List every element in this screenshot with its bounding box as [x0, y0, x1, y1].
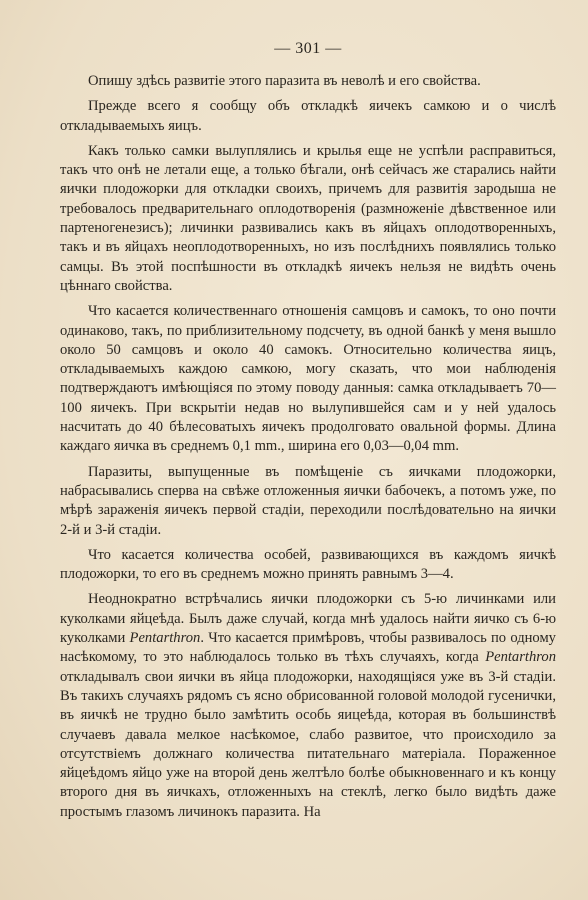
paragraph-6: Что касается количества особей, развивающихся въ каждомъ яичкѣ плодожорки, то его въ среднемъ можно принять равнымъ 3—4. [60, 546, 556, 583]
genus-name: Pentarthron [485, 649, 556, 666]
genus-name: Pentarthron [129, 630, 201, 647]
paragraph-5: Паразиты, выпущенные въ помѣщеніе съ яичками плодожорки, набрасывались сперва на свѣже отложенныя яички бабочекъ, а потомъ уже, по мѣрѣ зараженія яичекъ первой стадіи, переходили послѣдовательно на яички 2-й и 3-й стадіи. [60, 463, 556, 538]
paragraph-4: Что касается количественнаго отношенія самцовъ и самокъ, то оно почти одинаково, такъ, по приблизительному подсчету, въ одной банкѣ у меня вышло около 50 самцовъ и около 40 самокъ. Относительно количества яицъ, откладываемыхъ каждою самкою, могу сказать, что мои наблюденія подтверждаютъ имѣющіяся по этому поводу данныя: самка откладываетъ 70—100 яичекъ. При вскрытіи недав но вылупившейся сам и у ней удалось насчитать до 40 бѣлесоватыхъ яичекъ продолговато овальной формы. Длина каждаго яичка въ среднемъ 0,1 mm., ширина его 0,03—0,04 mm. [60, 303, 556, 455]
paragraph-2: Прежде всего я сообщу объ откладкѣ яичекъ самкою и о числѣ откладываемыхъ яицъ. [60, 98, 556, 134]
paragraph-1: Опишу здѣсь развитіе этого паразита въ неволѣ и его свойства. [88, 73, 481, 89]
page-number: — 301 — [274, 40, 342, 57]
paragraph-3: Какъ только самки вылуплялись и крылья еще не успѣли расправиться, такъ что онѣ не летали еще, а только бѣгали, онѣ сейчасъ же старались найти яички плодожорки для откладки своихъ, причемъ для развитія зародыша не требовалось предварительнаго оплодотворенія (размноженіе дѣвственное или партеногенезисъ); личинки развивались какъ въ яйцахъ оплодотворенныхъ, такъ и въ яйцахъ неоплодотворенныхъ, но изъ послѣднихъ появлялись только самцы. Въ этой поспѣшности въ откладкѣ яичекъ нельзя не видѣть очень цѣннаго свойства. [60, 142, 556, 294]
paragraph-7: Неоднократно встрѣчались яички плодожорки съ 5-ю личинками или куколками яйцеѣда. Былъ даже случай, когда мнѣ удалось найти яичко съ 6-ю куколками Pentarthron. Что касается примѣровъ, чтобы развивалось по одному насѣкомому, то это наблюдалось только въ тѣхъ случаяхъ, когда Pentarthron откладывалъ свои яички въ яйца плодожорки, находящіяся уже въ 3-й стадіи. Въ такихъ случаяхъ рядомъ съ ясно обрисованной головой молодой гусенички, въ яичкѣ не трудно было замѣтить особь яицеѣда, которая въ большинствѣ случаевъ давала мелкое насѣкомое, слабо развитое, что происходило за отсутствіемъ должнаго количества питательнаго матеріала. Пораженное яйцеѣдомъ яйцо уже на второй день желтѣло болѣе обыкновеннаго и къ концу второго дня въ яичкахъ, отложенныхъ на стеклѣ, легко было видѣть даже простымъ глазомъ личинокъ паразита. На [60, 591, 556, 820]
